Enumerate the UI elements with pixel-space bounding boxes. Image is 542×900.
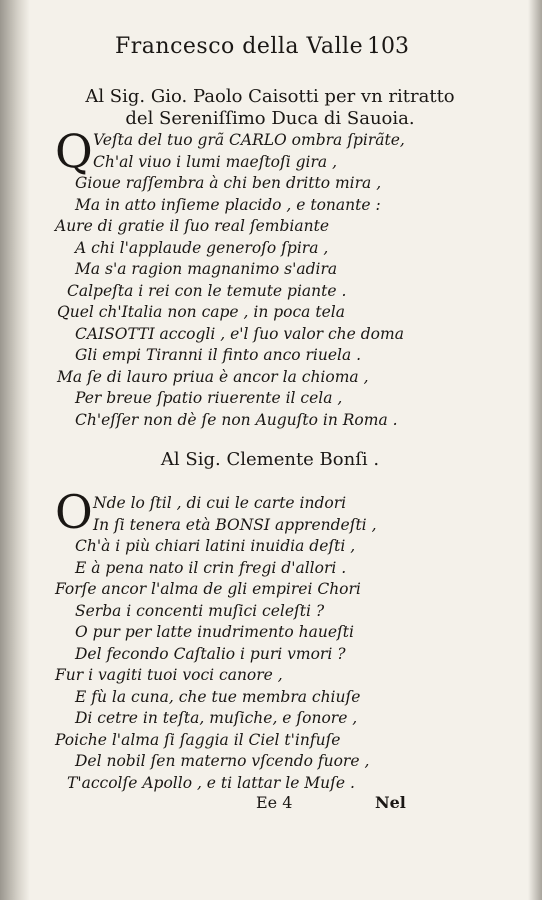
verse-line: E à pena nato il crin fregi d'allori . xyxy=(75,558,347,577)
page-number: 103 xyxy=(367,34,409,59)
verse-line: Poiche l'alma ſi ſaggia il Ciel t'infuſe xyxy=(55,730,341,749)
verse-line: Ch'eſſer non dè ſe non Auguſto in Roma . xyxy=(75,410,398,429)
verse-line: Ch'al viuo i lumi maeſtoſi gira , xyxy=(93,152,338,171)
drop-cap: O xyxy=(55,485,93,539)
verse-line: Ma s'a ragion magnanimo s'adira xyxy=(75,260,338,278)
page-edge xyxy=(528,0,542,900)
verse-line: CAISOTTI accogli , e'l ſuo valor che doma xyxy=(75,324,404,343)
verse-line: A chi l'applaude generoſo ſpira , xyxy=(75,238,329,257)
verse-line: Serba i concenti muſici celeſti ? xyxy=(75,601,325,620)
verse-line: Nde lo ſtil , di cui le carte indori xyxy=(93,494,347,512)
signature-mark: Ee 4 xyxy=(256,793,293,812)
binding-gutter xyxy=(0,0,30,900)
verse-line: Per breue ſpatio riuerente il cela , xyxy=(75,389,343,407)
verse-line: Del nobil ſen materno vſcendo fuore , xyxy=(75,752,370,770)
poem-title-caisotti xyxy=(60,86,480,130)
verse-line: Gioue raſſembra à chi ben dritto mira , xyxy=(75,174,382,192)
verse-line: T'accolſe Apollo , e ti lattar le Muſe . xyxy=(67,773,355,792)
poem-title-line: Al Sig. Gio. Paolo Caisotti per vn ritratto xyxy=(85,86,455,107)
verse-line: Veſta del tuo grã CARLO ombra ſpirãte, xyxy=(93,131,405,149)
verse-line: Del fecondo Caſtalio i puri vmori ? xyxy=(75,644,346,663)
running-title: Francesco della Valle . xyxy=(115,34,379,59)
catchword: Nel xyxy=(375,793,406,812)
verse-line: Gli empi Tiranni il finto anco riuela . xyxy=(75,346,362,364)
drop-cap: Q xyxy=(55,124,93,178)
verse-line: In ſi tenera età BONSI apprendeſti , xyxy=(93,515,377,534)
verse-line: Fur i vagiti tuoi voci canore , xyxy=(55,666,283,684)
page-header xyxy=(105,30,525,70)
poem-body-bonsi xyxy=(55,493,525,794)
page-footer xyxy=(250,793,430,815)
verse-line: Ma in atto inſieme placido , e tonante : xyxy=(75,195,381,214)
verse-line: Ch'à i più chiari latini inuidia deſti , xyxy=(75,537,356,555)
poem-body-caisotti xyxy=(55,124,525,431)
verse-line: Ma ſe di lauro priua è ancor la chioma , xyxy=(57,367,369,386)
verse-line: Forſe ancor l'alma de gli empirei Chori xyxy=(55,580,361,598)
verse-line: Quel ch'Italia non cape , in poca tela xyxy=(57,303,345,321)
verse-line: Calpeſta i rei con le temute piante . xyxy=(67,281,347,300)
verse-line: Di cetre in teſta, muſiche, e ſonore , xyxy=(75,709,358,727)
verse-line: O pur per latte inudrimento haueſti xyxy=(75,623,354,641)
poem-title-bonsi: Al Sig. Clemente Bonſi . xyxy=(160,449,380,470)
poem-title-line: del Sereniſſimo Duca di Sauoia. xyxy=(125,108,415,129)
verse-line: E fù la cuna, che tue membra chiuſe xyxy=(75,687,361,706)
verse-line: Aure di gratie il ſuo real ſembiante xyxy=(55,217,329,235)
